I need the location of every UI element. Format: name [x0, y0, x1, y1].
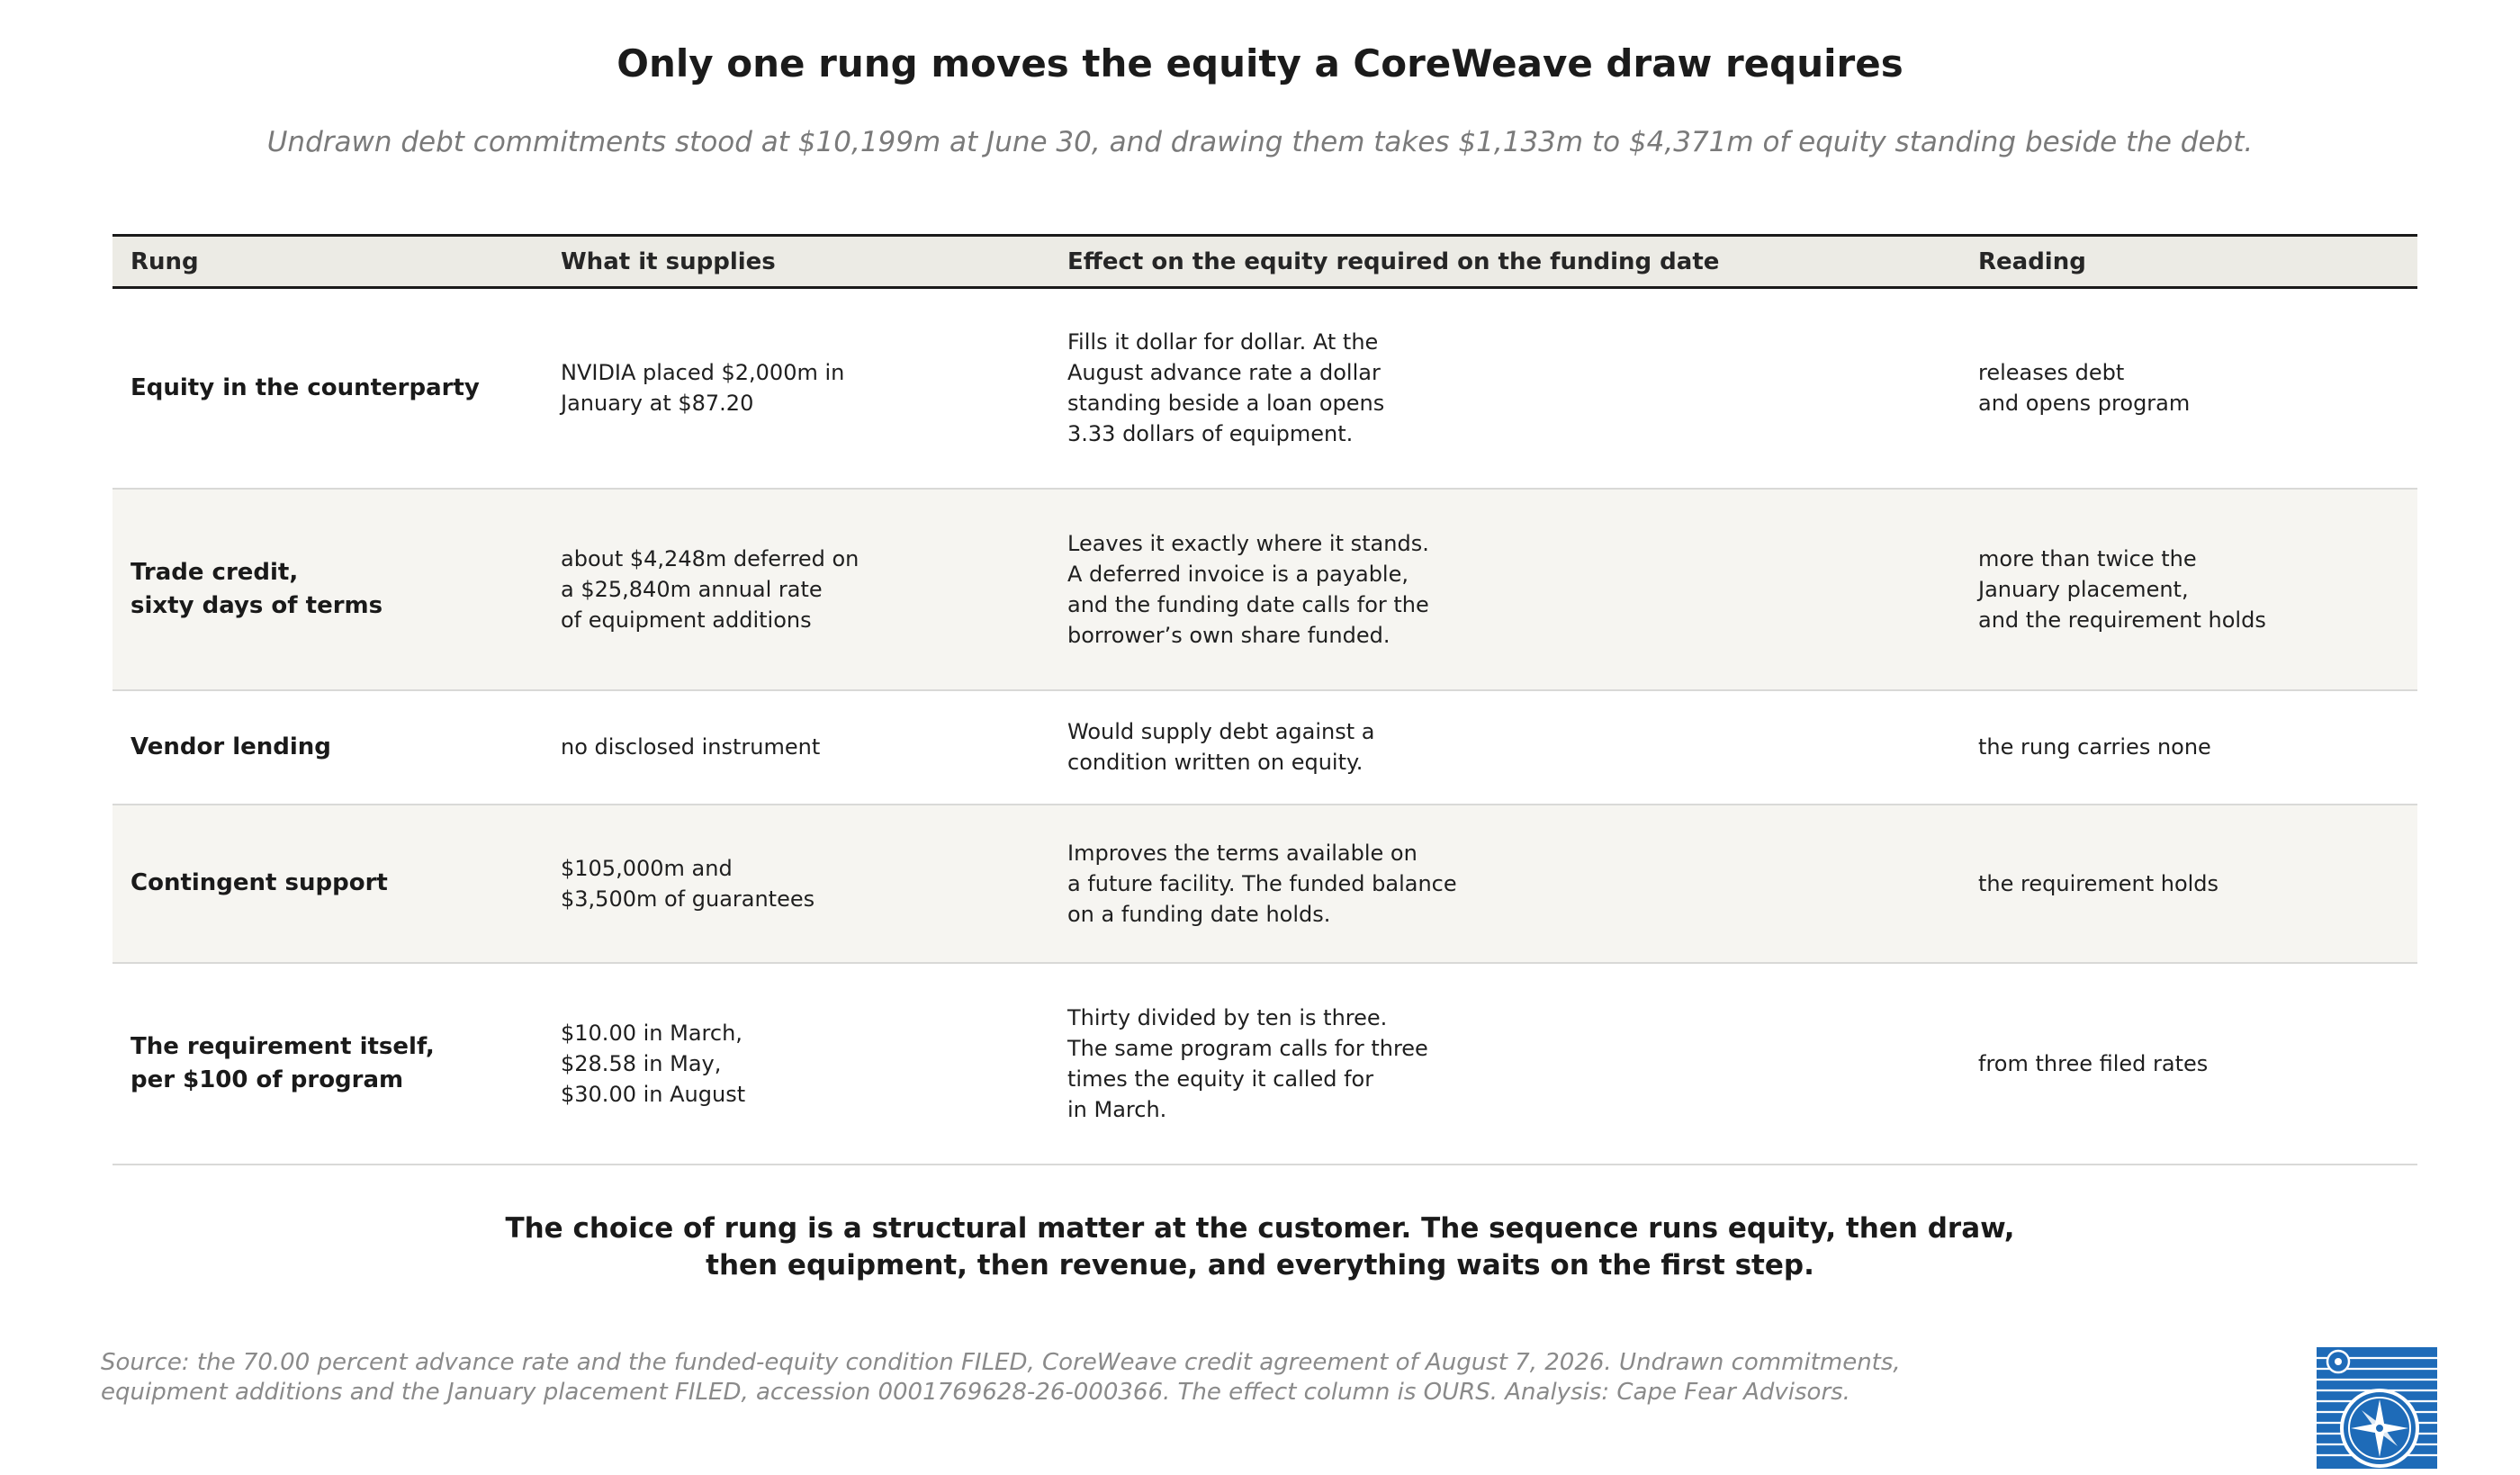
header-supplies: What it supplies: [543, 236, 1049, 288]
compass-icon: [2317, 1347, 2437, 1469]
source-note: Source: the 70.00 percent advance rate and the funded-equity condition FILED, CoreWeave credit agreement of August 7, 2026. Undrawn commitments, equipment additions and the January placement FILED, accession 0001769628-26-000366. The effect column is OURS. Analysis: Cape Fear Advisors.: [101, 1349, 1901, 1406]
conclusion-text: The choice of rung is a structural matter at the customer. The sequence runs equity, then draw, then equipment, then revenue, and everything waits on the first step.: [505, 1212, 2015, 1282]
row-effect: Leaves it exactly where it stands. A deferred invoice is a payable, and the funding date calls for the borrower’s own share funded.: [1049, 489, 1960, 690]
row-supplies: $105,000m and $3,500m of guarantees: [543, 805, 1049, 963]
row-reading: more than twice the January placement, and the requirement holds: [1960, 489, 2417, 690]
row-effect: Fills it dollar for dollar. At the August advance rate a dollar standing beside a loan opens 3.33 dollars of equipment.: [1049, 288, 1960, 489]
row-reading: releases debt and opens program: [1960, 288, 2417, 489]
row-effect: Thirty divided by ten is three. The same program calls for three times the equity it called for in March.: [1049, 963, 1960, 1165]
table-header-row: [112, 236, 2417, 288]
row-reading: the rung carries none: [1960, 690, 2417, 805]
header-reading: Reading: [1960, 236, 2417, 288]
row-rung: The requirement itself, per $100 of program: [112, 963, 543, 1165]
table-row: [112, 489, 2417, 690]
row-supplies: about $4,248m deferred on a $25,840m annual rate of equipment additions: [543, 489, 1049, 690]
table-row: [112, 288, 2417, 489]
table-row: [112, 963, 2417, 1165]
row-rung: Trade credit, sixty days of terms: [112, 489, 543, 690]
rung-table: [112, 234, 2417, 1165]
row-effect: Improves the terms available on a future facility. The funded balance on a funding date holds.: [1049, 805, 1960, 963]
header-rung: Rung: [112, 236, 543, 288]
table-row: [112, 805, 2417, 963]
row-supplies: no disclosed instrument: [543, 690, 1049, 805]
header-effect: Effect on the equity required on the funding date: [1049, 236, 1960, 288]
row-rung: Contingent support: [112, 805, 543, 963]
row-rung: Equity in the counterparty: [112, 288, 543, 489]
row-rung: Vendor lending: [112, 690, 543, 805]
row-reading: from three filed rates: [1960, 963, 2417, 1165]
row-reading: the requirement holds: [1960, 805, 2417, 963]
row-supplies: $10.00 in March, $28.58 in May, $30.00 in August: [543, 963, 1049, 1165]
page-subtitle: Undrawn debt commitments stood at $10,199m at June 30, and drawing them takes $1,133m to $4,371m of equity standing beside the debt.: [266, 126, 2254, 158]
row-effect: Would supply debt against a condition written on equity.: [1049, 690, 1960, 805]
row-supplies: NVIDIA placed $2,000m in January at $87.20: [543, 288, 1049, 489]
page-title: Only one rung moves the equity a CoreWeave draw requires: [616, 41, 1904, 85]
table-row: [112, 690, 2417, 805]
